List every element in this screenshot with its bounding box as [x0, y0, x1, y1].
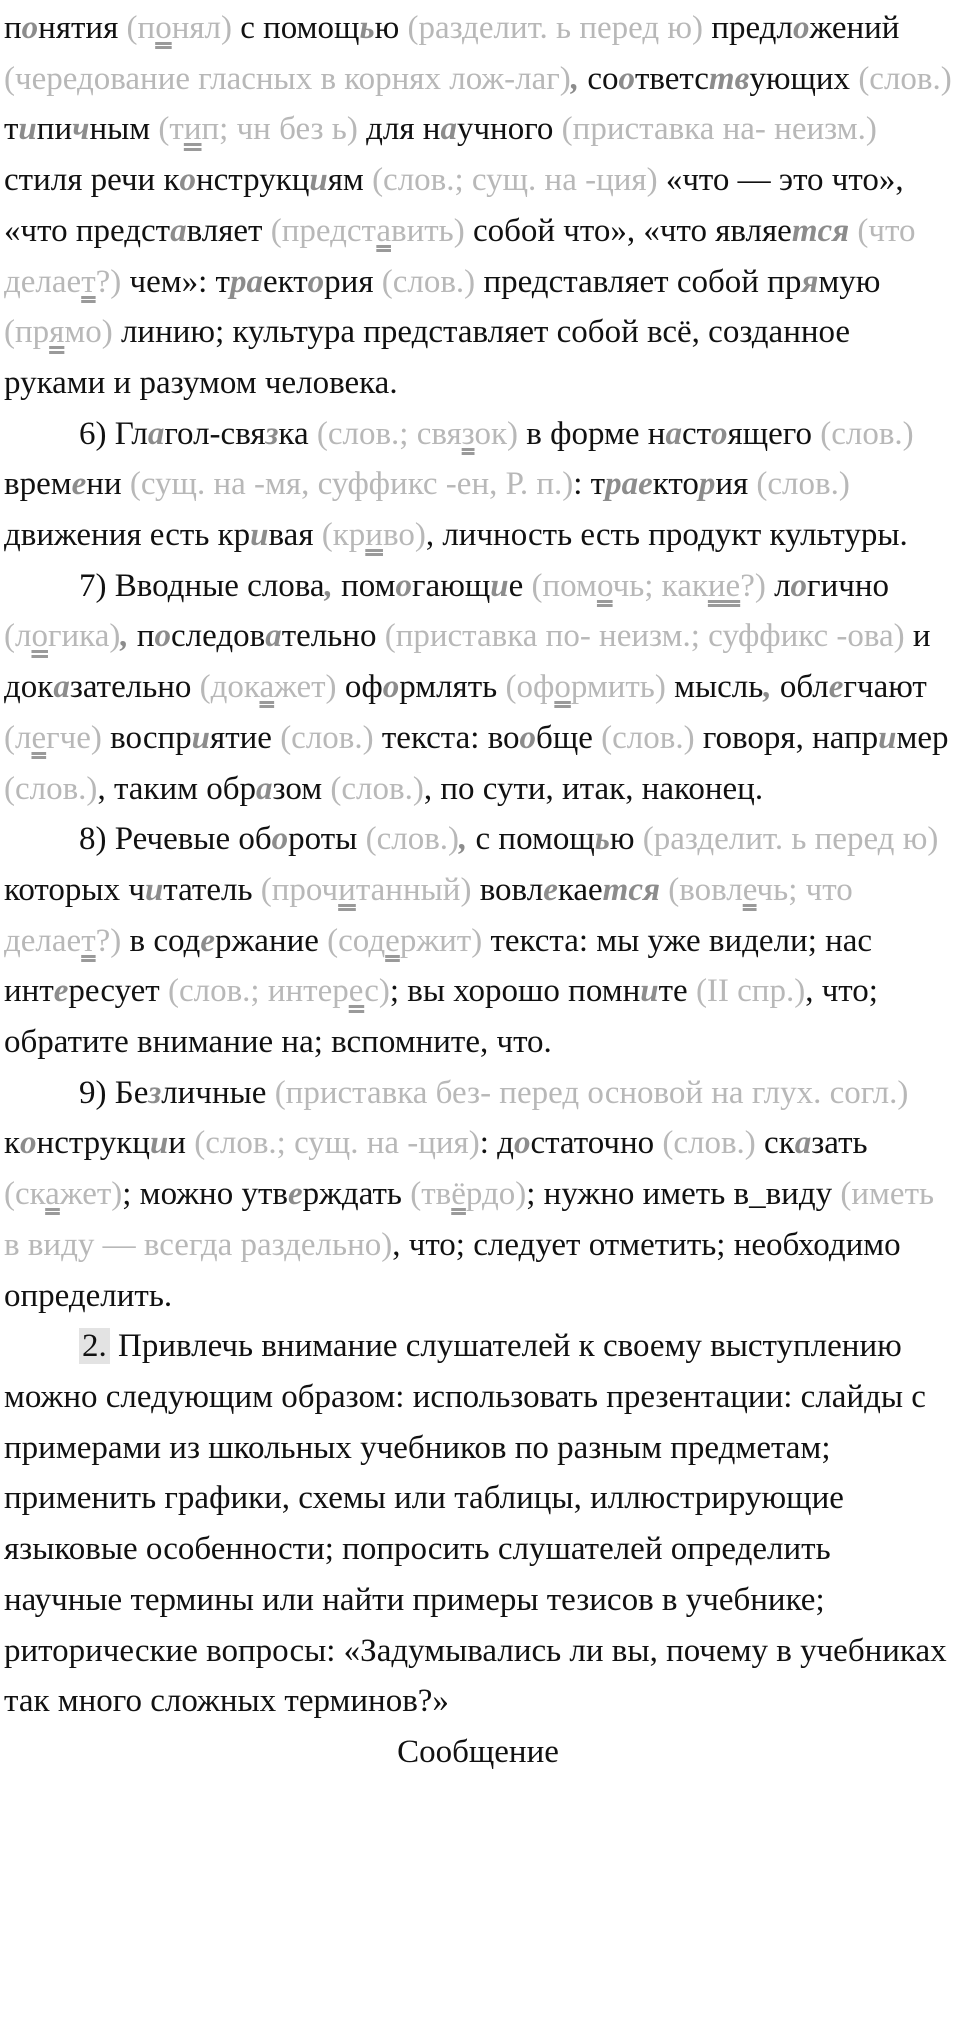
- annotation-note: о: [554, 669, 571, 706]
- annotation-note: ие: [707, 567, 741, 604]
- text-run: : т: [573, 466, 606, 503]
- text-run: движения есть кр: [4, 517, 251, 554]
- highlighted-letter: о: [519, 719, 537, 756]
- highlighted-letter: р: [698, 466, 716, 503]
- annotation-note: е: [31, 719, 47, 756]
- annotation-note: (чередование гласных в корнях лож-лаг): [4, 60, 571, 97]
- text-run: гчают: [843, 669, 927, 706]
- annotation-note: (ск: [4, 1176, 46, 1213]
- annotation-note: ржит): [399, 922, 483, 959]
- highlighted-letter: тся: [791, 212, 850, 249]
- highlighted-letter: з: [265, 415, 279, 452]
- annotation-note: (приставка по- неизм.; суффикс -ова): [384, 618, 905, 655]
- annotation-note: (пр: [4, 314, 50, 351]
- text-run: ; вы хорошо помн: [389, 973, 641, 1010]
- highlighted-letter: о: [21, 10, 39, 46]
- text-run: воспр: [101, 719, 192, 756]
- highlighted-letter: и: [191, 719, 211, 756]
- annotation-note: (кр: [321, 517, 366, 554]
- highlighted-letter: ра: [229, 263, 263, 300]
- text-run: рждать: [302, 1176, 411, 1213]
- highlighted-letter: о: [618, 60, 635, 97]
- text-run: 8) Речевые об: [79, 821, 272, 858]
- text-run: собой что», «что являе: [464, 212, 792, 249]
- annotation-note: (слов.): [601, 719, 695, 756]
- annotation-note: (тв: [410, 1176, 452, 1213]
- text-run: кае: [557, 871, 603, 908]
- text-run: , что; обратите внимание на; вспомните, что.: [4, 973, 878, 1061]
- text-run: ю: [609, 821, 643, 858]
- highlighted-letter: а: [147, 415, 165, 452]
- text-run: ск: [755, 1125, 795, 1162]
- highlighted-letter: е: [638, 466, 653, 503]
- annotation-note: чь; что делае: [4, 871, 853, 959]
- annotation-note: ок): [474, 415, 519, 452]
- text-run: ящего: [727, 415, 821, 452]
- highlighted-letter: е: [287, 1176, 303, 1213]
- text-run: зом: [272, 770, 331, 807]
- annotation-note: (л: [4, 618, 32, 655]
- annotation-note: (оф: [505, 669, 555, 706]
- paragraph-1: [4, 3, 952, 409]
- highlighted-letter: а: [265, 618, 282, 655]
- text-run: татель: [163, 871, 261, 908]
- highlighted-letter: и: [490, 567, 509, 604]
- annotation-note: и: [365, 517, 383, 554]
- highlighted-letter: а: [170, 212, 187, 249]
- highlighted-letter: о: [179, 162, 196, 199]
- text-run: ям: [327, 162, 373, 199]
- text-run: врем: [4, 466, 72, 503]
- text-run: чем»: т: [121, 263, 230, 300]
- highlighted-letter: а: [794, 1125, 812, 1162]
- text-run: тветс: [634, 60, 709, 97]
- annotation-note: мо): [64, 314, 113, 351]
- highlighted-letter: ,: [459, 821, 468, 858]
- highlighted-letter: о: [711, 415, 728, 452]
- annotation-note: (слов.): [756, 466, 850, 503]
- highlighted-letter: и: [18, 111, 37, 148]
- annotation-note: о: [596, 567, 613, 604]
- text-run: ; нужно иметь в_виду: [526, 1176, 841, 1213]
- text-run: , личность есть продукт культуры.: [425, 517, 908, 554]
- text-run: 6) Гл: [79, 415, 148, 452]
- text-run: роты: [288, 821, 366, 858]
- highlighted-letter: и: [640, 973, 659, 1010]
- annotation-note: (проч: [260, 871, 339, 908]
- text-run: ект: [262, 263, 308, 300]
- annotation-note: (слов.; сущ. на -ция): [194, 1125, 480, 1162]
- highlighted-letter: о: [513, 1125, 531, 1162]
- annotation-note: и: [183, 111, 202, 148]
- highlighted-letter: и: [144, 871, 164, 908]
- annotation-note: (предст: [270, 212, 377, 249]
- annotation-note: (пом: [531, 567, 597, 604]
- annotation-note: (разделит. ь перед ю): [642, 821, 939, 858]
- text-run: рмлять: [399, 669, 506, 706]
- text-run: в сод: [121, 922, 201, 959]
- text-run: 7) Вводные слова: [79, 567, 325, 604]
- highlighted-letter: о: [271, 821, 289, 858]
- highlighted-letter: тся: [602, 871, 660, 908]
- annotation-note: (слов.): [820, 415, 914, 452]
- text-run: мую: [818, 263, 881, 300]
- text-run: л: [765, 567, 791, 604]
- text-run: мер: [896, 719, 949, 756]
- annotation-note: (слов.; интер: [167, 973, 349, 1010]
- highlighted-letter: и: [309, 162, 328, 199]
- annotation-note: вить): [390, 212, 465, 249]
- text-run: пи: [36, 111, 73, 148]
- text-run: стиля речи к: [4, 162, 180, 199]
- annotation-note: (вовл: [668, 871, 743, 908]
- highlighted-letter: ,: [324, 567, 333, 604]
- annotation-note: (приставка без- перед основой на глух. согл.): [274, 1074, 909, 1111]
- highlighted-letter: ь: [594, 821, 610, 858]
- text-run: зательно: [69, 669, 200, 706]
- annotation-note: и: [338, 871, 356, 908]
- text-run: с помощ: [231, 10, 360, 46]
- highlighted-letter: ра: [605, 466, 639, 503]
- highlighted-letter: ь: [359, 10, 375, 46]
- annotation-note: (слов.): [365, 821, 460, 858]
- text-run: гол-свя: [164, 415, 266, 452]
- annotation-note: (док: [199, 669, 260, 706]
- highlighted-letter: е: [53, 973, 69, 1010]
- text-run: мысль: [665, 669, 764, 706]
- highlighted-letter: о: [307, 263, 325, 300]
- annotation-note: (приставка на- неизм.): [561, 111, 877, 148]
- text-run: текста: во: [373, 719, 520, 756]
- text-run: ржание: [215, 922, 328, 959]
- text-run: следов: [171, 618, 266, 655]
- annotation-note: е: [742, 871, 757, 908]
- highlighted-letter: а: [665, 415, 682, 452]
- highlighted-letter: о: [395, 567, 413, 604]
- answer-paragraphs: [4, 3, 952, 1321]
- paragraph-4: [4, 814, 952, 1068]
- annotation-note: (сущ. на -мя, суффикс -ен, Р. п.): [129, 466, 574, 503]
- section-heading: Сообщение: [397, 1733, 559, 1770]
- annotation-note: (что делае: [4, 212, 916, 300]
- annotation-note: а: [259, 669, 275, 706]
- text-run: т: [4, 111, 19, 148]
- annotation-note: танный): [355, 871, 472, 908]
- text-run: кто: [652, 466, 699, 503]
- text-run: гающ: [412, 567, 491, 604]
- highlighted-letter: з: [148, 1074, 162, 1111]
- text-run: вая: [268, 517, 322, 554]
- text-run: в форме н: [518, 415, 666, 452]
- annotation-note: (т: [158, 111, 184, 148]
- task-2-answer: [4, 1321, 952, 1727]
- annotation-note: во): [382, 517, 426, 554]
- text-run: нятия: [38, 10, 127, 46]
- annotation-note: т: [81, 922, 96, 959]
- text-run: статочно: [530, 1125, 663, 1162]
- highlighted-letter: ,: [570, 60, 580, 97]
- text-run: со: [579, 60, 619, 97]
- annotation-note: (слов.): [330, 770, 424, 807]
- annotation-note: жет): [274, 669, 337, 706]
- text-run: 9) Бе: [79, 1074, 149, 1111]
- annotation-note: ?): [740, 567, 766, 604]
- text-run: ка: [278, 415, 317, 452]
- text-run: учного: [456, 111, 562, 148]
- highlighted-letter: е: [543, 871, 558, 908]
- annotation-note: рмить): [570, 669, 666, 706]
- text-run: , по сути, итак, наконец.: [423, 770, 764, 807]
- text-run: нструкц: [196, 162, 310, 199]
- text-run: которых ч: [4, 871, 145, 908]
- highlighted-letter: а: [440, 111, 457, 148]
- text-run: и док: [4, 618, 931, 706]
- annotation-note: (слов.): [4, 770, 98, 807]
- annotation-note: а: [376, 212, 391, 249]
- annotation-note: жет): [59, 1176, 123, 1213]
- highlighted-letter: е: [71, 466, 87, 503]
- highlighted-letter: о: [20, 1125, 37, 1162]
- annotation-note: ?): [95, 922, 122, 959]
- annotation-note: нял): [171, 10, 232, 46]
- annotation-note: (слов.; сущ. на -ция): [372, 162, 658, 199]
- annotation-note: (II спр.): [695, 973, 806, 1010]
- annotation-note: гика): [47, 618, 121, 655]
- annotation-note: п; чн без ь): [201, 111, 358, 148]
- text-run: для н: [357, 111, 441, 148]
- text-run: «что — это что», «что предст: [4, 162, 904, 249]
- text-run: ресует: [68, 973, 168, 1010]
- text-run: линию; культура представляет собой всё, созданное руками и разумом человека.: [4, 314, 851, 401]
- paragraph-5: [4, 1068, 952, 1322]
- annotation-note: ?): [95, 263, 122, 300]
- task-number-badge: 2.: [79, 1328, 110, 1364]
- highlighted-letter: и: [149, 1125, 169, 1162]
- annotation-note: (п: [126, 10, 156, 46]
- annotation-note: (иметь в виду — всегда раздельно): [4, 1176, 935, 1263]
- text-run: ст: [681, 415, 712, 452]
- document-page: [0, 3, 960, 2019]
- highlighted-letter: тв: [708, 60, 750, 97]
- text-run: ия: [715, 466, 757, 503]
- text-run: гично: [807, 567, 889, 604]
- annotation-note: (сод: [327, 922, 386, 959]
- highlighted-letter: е: [200, 922, 215, 959]
- text-run: зать: [811, 1125, 868, 1162]
- annotation-note: с): [364, 973, 390, 1010]
- highlighted-letter: я: [801, 263, 819, 300]
- text-run: говоря, напр: [694, 719, 879, 756]
- text-run: текста: мы уже видели; нас инт: [4, 922, 873, 1010]
- annotation-note: (слов.): [381, 263, 476, 300]
- text-run: п: [128, 618, 155, 655]
- annotation-note: (слов.; свя: [316, 415, 462, 452]
- highlighted-letter: о: [792, 10, 810, 46]
- text-run: представляет собой пр: [475, 263, 802, 300]
- highlighted-letter: е: [828, 669, 844, 706]
- text-run: предл: [703, 10, 793, 46]
- text-run: п: [4, 10, 22, 46]
- paragraph-2: [4, 409, 952, 561]
- text-run: и: [168, 1125, 195, 1162]
- text-run: те: [658, 973, 696, 1010]
- highlighted-letter: и: [878, 719, 897, 756]
- highlighted-letter: о: [382, 669, 400, 706]
- highlighted-letter: а: [256, 770, 273, 807]
- annotation-note: т: [81, 263, 96, 300]
- text-run: бще: [536, 719, 602, 756]
- text-run: нструкц: [36, 1125, 150, 1162]
- text-run: е: [508, 567, 532, 604]
- annotation-note: е: [385, 922, 400, 959]
- highlighted-letter: о: [154, 618, 172, 655]
- annotation-note: рдо): [465, 1176, 527, 1213]
- highlighted-letter: ч: [72, 111, 90, 148]
- text-run: ным: [89, 111, 159, 148]
- text-run: вовл: [471, 871, 544, 908]
- annotation-note: о: [155, 10, 172, 46]
- highlighted-letter: а: [53, 669, 70, 706]
- annotation-note: (слов.): [280, 719, 374, 756]
- annotation-note: з: [461, 415, 475, 452]
- text-run: : д: [479, 1125, 514, 1162]
- annotation-note: ё: [451, 1176, 466, 1213]
- text-run: с помощ: [467, 821, 595, 858]
- text-run: [660, 872, 668, 908]
- text-run: к: [4, 1125, 21, 1162]
- annotation-note: чь; как: [612, 567, 708, 604]
- text-run: жений: [809, 10, 900, 46]
- task-2-text: Привлечь внимание слушателей к своему выступлению можно следующим образом: использовать презентации: слайды с примерами из школьных учебников по разным предметам; применить графики, схемы или таблицы, иллюстрирующие языковые особенности; попросить слушателей определить научные термины или найти примеры тезисов в учебнике; риторические вопросы: «Задумывались ли вы, почему в учебниках так много сложных терминов?»: [4, 1328, 947, 1720]
- annotation-note: (слов.): [858, 60, 952, 97]
- text-run: тельно: [281, 618, 385, 655]
- text-run: обл: [771, 669, 829, 706]
- highlighted-letter: о: [790, 567, 808, 604]
- annotation-note: (разделит. ь перед ю): [407, 10, 704, 46]
- text-run: ятие: [210, 719, 281, 756]
- annotation-note: а: [45, 1176, 60, 1213]
- text-run: , таким обр: [97, 770, 257, 807]
- text-run: оф: [336, 669, 383, 706]
- highlighted-letter: ,: [763, 669, 772, 706]
- annotation-note: (слов.): [662, 1125, 756, 1162]
- highlighted-letter: и: [250, 517, 269, 554]
- text-run: вляет: [186, 212, 271, 249]
- text-run: ующих: [749, 60, 859, 97]
- annotation-note: (л: [4, 719, 32, 756]
- text-run: ни: [86, 466, 130, 503]
- text-run: , что; следует отметить; необходимо определить.: [4, 1226, 901, 1314]
- text-run: пом: [332, 567, 396, 604]
- paragraph-3: [4, 561, 952, 815]
- annotation-note: е: [348, 973, 365, 1010]
- highlighted-letter: ,: [120, 618, 129, 655]
- text-run: личные: [161, 1074, 275, 1111]
- annotation-note: гче): [46, 719, 102, 756]
- text-run: ю: [374, 10, 408, 46]
- annotation-note: о: [31, 618, 48, 655]
- annotation-note: я: [49, 314, 65, 351]
- text-run: ; можно утв: [122, 1176, 288, 1213]
- text-run: рия: [324, 263, 382, 300]
